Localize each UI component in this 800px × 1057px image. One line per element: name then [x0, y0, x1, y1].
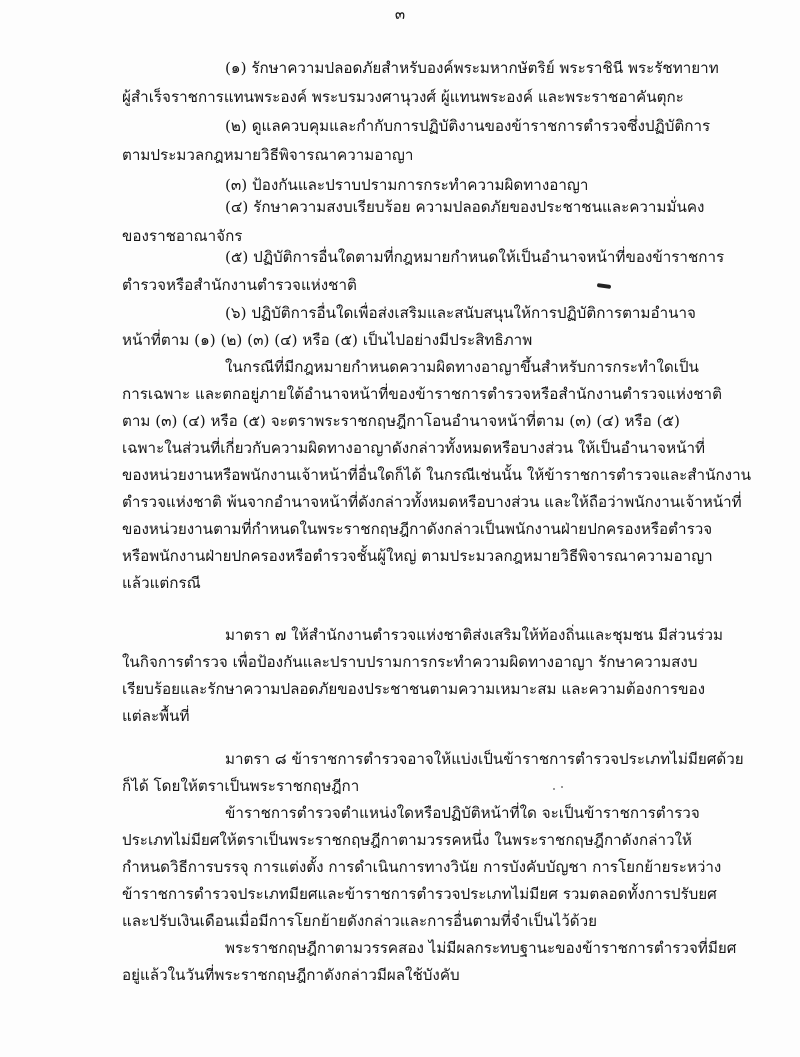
text-line: ในกรณีที่มีกฎหมายกำหนดความผิดทางอาญาขึ้นสำหรับการกระทำใดเป็น: [225, 358, 699, 376]
text-line: เฉพาะในส่วนที่เกี่ยวกับความผิดทางอาญาดังกล่าวทั้งหมดหรือบางส่วน ให้เป็นอำนาจหน้าที่: [122, 439, 705, 457]
page-number: ๓: [394, 5, 406, 23]
text-line: แล้วแต่กรณี: [122, 574, 201, 592]
text-line: กำหนดวิธีการบรรจุ การแต่งตั้ง การดำเนินการทางวินัย การบังคับบัญชา การโยกย้ายระหว่าง: [122, 858, 722, 876]
text-line: ประเภทไม่มียศให้ตราเป็นพระราชกฤษฎีกาตามวรรคหนึ่ง ในพระราชกฤษฎีกาดังกล่าวให้: [122, 831, 692, 849]
text-line: ของหน่วยงานตามที่กำหนดในพระราชกฤษฎีกาดังกล่าวเป็นพนักงานฝ่ายปกครองหรือตำรวจ: [122, 520, 713, 538]
text-line: หน้าที่ตาม (๑) (๒) (๓) (๔) หรือ (๕) เป็นไปอย่างมีประสิทธิภาพ: [122, 331, 533, 349]
text-line: (๒) ดูแลควบคุมและกำกับการปฏิบัติงานของข้าราชการตำรวจซึ่งปฏิบัติการ: [225, 117, 711, 135]
text-line: ตาม (๓) (๔) หรือ (๕) จะตราพระราชกฤษฎีกาโอนอำนาจหน้าที่ตาม (๓) (๔) หรือ (๕): [122, 412, 680, 430]
text-line: และปรับเงินเดือนเมื่อมีการโยกย้ายดังกล่าวและการอื่นตามที่จำเป็นไว้ด้วย: [122, 912, 598, 930]
scan-speck: [561, 786, 563, 788]
scan-mark: [597, 283, 611, 289]
text-line: ผู้สำเร็จราชการแทนพระองค์ พระบรมวงศานุวงศ์ ผู้แทนพระองค์ และพระราชอาคันตุกะ: [122, 88, 684, 106]
text-line: (๑) รักษาความปลอดภัยสำหรับองค์พระมหากษัตริย์ พระราชินี พระรัชทายาท: [225, 59, 719, 77]
text-line: ตำรวจแห่งชาติ พ้นจากอำนาจหน้าที่ดังกล่าวทั้งหมดหรือบางส่วน และให้ถือว่าพนักงานเจ้าหน้าที่: [122, 493, 742, 511]
text-line: ข้าราชการตำรวจประเภทมียศและข้าราชการตำรวจประเภทไม่มียศ รวมตลอดทั้งการปรับยศ: [122, 885, 717, 903]
text-line: เรียบร้อยและรักษาความปลอดภัยของประชาชนตามความเหมาะสม และความต้องการของ: [122, 680, 705, 698]
text-line: การเฉพาะ และตกอยู่ภายใต้อำนาจหน้าที่ของข้าราชการตำรวจหรือสำนักงานตำรวจแห่งชาติ: [122, 385, 722, 403]
text-line: แต่ละพื้นที่: [122, 707, 190, 725]
text-line: ของหน่วยงานหรือพนักงานเจ้าหน้าที่อื่นใดก็ได้ ในกรณีเช่นนั้น ให้ข้าราชการตำรวจและสำนักงาน: [122, 466, 751, 484]
text-line: ตามประมวลกฎหมายวิธีพิจารณาความอาญา: [122, 146, 414, 164]
text-line: ของราชอาณาจักร: [122, 227, 243, 245]
text-line: (๔) รักษาความสงบเรียบร้อย ความปลอดภัยของประชาชนและความมั่นคง: [225, 198, 705, 216]
scan-speck: [553, 788, 555, 790]
text-line: ตำรวจหรือสำนักงานตำรวจแห่งชาติ: [122, 276, 357, 294]
text-line: หรือพนักงานฝ่ายปกครองหรือตำรวจชั้นผู้ใหญ่ ตามประมวลกฎหมายวิธีพิจารณาความอาญา: [122, 547, 713, 565]
text-line: ในกิจการตำรวจ เพื่อป้องกันและปราบปรามการกระทำความผิดทางอาญา รักษาความสงบ: [122, 653, 698, 671]
text-line: ก็ได้ โดยให้ตราเป็นพระราชกฤษฎีกา: [122, 777, 360, 795]
text-line: พระราชกฤษฎีกาตามวรรคสอง ไม่มีผลกระทบฐานะของข้าราชการตำรวจที่มียศ: [225, 939, 737, 957]
text-line: อยู่แล้วในวันที่พระราชกฤษฎีกาดังกล่าวมีผลใช้บังคับ: [122, 966, 460, 984]
text-line: (๕) ปฏิบัติการอื่นใดตามที่กฎหมายกำหนดให้เป็นอำนาจหน้าที่ของข้าราชการ: [225, 248, 725, 266]
text-line: ข้าราชการตำรวจตำแหน่งใดหรือปฏิบัติหน้าที่ใด จะเป็นข้าราชการตำรวจ: [225, 804, 700, 822]
text-line: (๓) ป้องกันและปราบปรามการกระทำความผิดทางอาญา: [225, 176, 589, 194]
section-heading-line: มาตรา ๘ ข้าราชการตำรวจอาจให้แบ่งเป็นข้าราชการตำรวจประเภทไม่มียศด้วย: [225, 750, 744, 768]
text-line: (๖) ปฏิบัติการอื่นใดเพื่อส่งเสริมและสนับสนุนให้การปฏิบัติการตามอำนาจ: [225, 304, 696, 322]
section-heading-line: มาตรา ๗ ให้สำนักงานตำรวจแห่งชาติส่งเสริมให้ท้องถิ่นและชุมชน มีส่วนร่วม: [225, 626, 724, 644]
